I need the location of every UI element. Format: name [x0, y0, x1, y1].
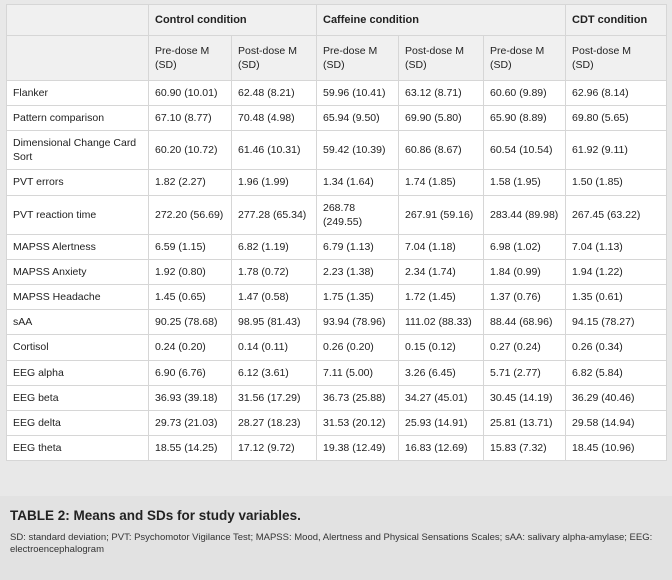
table-caption	[0, 496, 672, 580]
table-cell: 61.92 (9.11)	[566, 131, 667, 170]
table-cell: 94.15 (78.27)	[566, 310, 667, 335]
row-label: EEG delta	[7, 410, 149, 435]
table-row	[7, 81, 667, 106]
table-cell: 1.94 (1.22)	[566, 259, 667, 284]
row-label: Cortisol	[7, 335, 149, 360]
table-cell: 267.45 (63.22)	[566, 195, 667, 234]
table-cell: 65.90 (8.89)	[484, 106, 566, 131]
sub-header-line: (SD)	[405, 59, 427, 71]
row-label: MAPSS Headache	[7, 284, 149, 309]
table-cell: 19.38 (12.49)	[317, 436, 399, 461]
row-label: MAPSS Alertness	[7, 234, 149, 259]
table-cell: 36.73 (25.88)	[317, 385, 399, 410]
table-cell: 1.37 (0.76)	[484, 284, 566, 309]
table-cell: 283.44 (89.98)	[484, 195, 566, 234]
row-label: PVT reaction time	[7, 195, 149, 234]
table-cell: 61.46 (10.31)	[232, 131, 317, 170]
sub-header-row	[7, 36, 667, 81]
table-cell: 60.60 (9.89)	[484, 81, 566, 106]
table-body	[7, 81, 667, 461]
table-cell: 1.47 (0.58)	[232, 284, 317, 309]
sub-header-col-6	[566, 36, 667, 81]
table-cell: 93.94 (78.96)	[317, 310, 399, 335]
table-cell: 25.93 (14.91)	[399, 410, 484, 435]
table-cell: 6.82 (1.19)	[232, 234, 317, 259]
table-cell: 25.81 (13.71)	[484, 410, 566, 435]
table-row	[7, 436, 667, 461]
table-cell: 111.02 (88.33)	[399, 310, 484, 335]
table-row	[7, 385, 667, 410]
sub-header-line: (SD)	[155, 59, 177, 71]
row-label: Flanker	[7, 81, 149, 106]
table-cell: 277.28 (65.34)	[232, 195, 317, 234]
table-cell: 62.96 (8.14)	[566, 81, 667, 106]
table-cell: 63.12 (8.71)	[399, 81, 484, 106]
sub-header-col-2	[232, 36, 317, 81]
table-cell: 6.12 (3.61)	[232, 360, 317, 385]
sub-header-line: (SD)	[238, 59, 260, 71]
table-cell: 15.83 (7.32)	[484, 436, 566, 461]
table-cell: 17.12 (9.72)	[232, 436, 317, 461]
table-cell: 6.90 (6.76)	[149, 360, 232, 385]
table-cell: 36.93 (39.18)	[149, 385, 232, 410]
group-header-cdt: CDT condition	[566, 5, 667, 36]
table-cell: 0.26 (0.20)	[317, 335, 399, 360]
table-row	[7, 195, 667, 234]
table-cell: 7.11 (5.00)	[317, 360, 399, 385]
table-cell: 1.96 (1.99)	[232, 170, 317, 195]
table-cell: 6.98 (1.02)	[484, 234, 566, 259]
sub-header-line: (SD)	[323, 59, 345, 71]
table-cell: 7.04 (1.13)	[566, 234, 667, 259]
table-cell: 1.74 (1.85)	[399, 170, 484, 195]
table-cell: 16.83 (12.69)	[399, 436, 484, 461]
row-label: sAA	[7, 310, 149, 335]
row-label: EEG theta	[7, 436, 149, 461]
table-cell: 31.56 (17.29)	[232, 385, 317, 410]
table-cell: 1.84 (0.99)	[484, 259, 566, 284]
row-label: PVT errors	[7, 170, 149, 195]
table-cell: 0.26 (0.34)	[566, 335, 667, 360]
group-header-empty	[7, 5, 149, 36]
sub-header-line: Post-dose M	[572, 45, 631, 57]
table-cell: 6.79 (1.13)	[317, 234, 399, 259]
table-cell: 1.92 (0.80)	[149, 259, 232, 284]
group-header-caffeine: Caffeine condition	[317, 5, 566, 36]
table-row	[7, 335, 667, 360]
sub-header-col-5	[484, 36, 566, 81]
table-row	[7, 310, 667, 335]
table-cell: 2.34 (1.74)	[399, 259, 484, 284]
row-label: Pattern comparison	[7, 106, 149, 131]
table-cell: 60.20 (10.72)	[149, 131, 232, 170]
table-cell: 6.59 (1.15)	[149, 234, 232, 259]
table-cell: 34.27 (45.01)	[399, 385, 484, 410]
table-cell: 267.91 (59.16)	[399, 195, 484, 234]
table-row	[7, 284, 667, 309]
table-cell: 272.20 (56.69)	[149, 195, 232, 234]
table-cell: 90.25 (78.68)	[149, 310, 232, 335]
table-cell: 60.90 (10.01)	[149, 81, 232, 106]
sub-header-line: (SD)	[490, 59, 512, 71]
table-cell: 1.72 (1.45)	[399, 284, 484, 309]
table-row	[7, 360, 667, 385]
table-row	[7, 106, 667, 131]
sub-header-line: Post-dose M	[238, 45, 297, 57]
row-label: EEG beta	[7, 385, 149, 410]
table-row	[7, 170, 667, 195]
table-cell: 2.23 (1.38)	[317, 259, 399, 284]
sub-header-line: Pre-dose M	[490, 45, 545, 57]
table-cell: 1.50 (1.85)	[566, 170, 667, 195]
table-cell: 29.73 (21.03)	[149, 410, 232, 435]
sub-header-line: Post-dose M	[405, 45, 464, 57]
table-cell: 18.45 (10.96)	[566, 436, 667, 461]
table-cell: 6.82 (5.84)	[566, 360, 667, 385]
table-cell: 18.55 (14.25)	[149, 436, 232, 461]
table-cell: 36.29 (40.46)	[566, 385, 667, 410]
sub-header-col-1	[149, 36, 232, 81]
caption-title: TABLE 2: Means and SDs for study variables.	[10, 508, 301, 523]
table-cell: 5.71 (2.77)	[484, 360, 566, 385]
table-cell: 60.86 (8.67)	[399, 131, 484, 170]
table-cell: 1.78 (0.72)	[232, 259, 317, 284]
table-cell: 1.58 (1.95)	[484, 170, 566, 195]
table-row	[7, 234, 667, 259]
table-cell: 1.75 (1.35)	[317, 284, 399, 309]
table-cell: 69.80 (5.65)	[566, 106, 667, 131]
table-cell: 59.96 (10.41)	[317, 81, 399, 106]
table-cell: 29.58 (14.94)	[566, 410, 667, 435]
table-cell: 70.48 (4.98)	[232, 106, 317, 131]
table-cell: 268.78 (249.55)	[317, 195, 399, 234]
table-cell: 28.27 (18.23)	[232, 410, 317, 435]
group-header-control: Control condition	[149, 5, 317, 36]
table-cell: 1.35 (0.61)	[566, 284, 667, 309]
table-cell: 0.14 (0.11)	[232, 335, 317, 360]
table-cell: 31.53 (20.12)	[317, 410, 399, 435]
table-cell: 0.24 (0.20)	[149, 335, 232, 360]
table-cell: 7.04 (1.18)	[399, 234, 484, 259]
means-sds-table	[6, 4, 667, 461]
sub-header-line: Pre-dose M	[155, 45, 210, 57]
sub-header-empty	[7, 36, 149, 81]
table-row	[7, 259, 667, 284]
table-cell: 1.82 (2.27)	[149, 170, 232, 195]
table-cell: 1.34 (1.64)	[317, 170, 399, 195]
row-label: Dimensional Change Card Sort	[7, 131, 149, 170]
caption-note: SD: standard deviation; PVT: Psychomotor Vigilance Test; MAPSS: Mood, Alertness and Physical Sensations Scales; sAA: salivary alpha-amylase; EEG: electroencephalogram	[10, 532, 653, 555]
table-cell: 30.45 (14.19)	[484, 385, 566, 410]
data-table-container	[6, 4, 666, 461]
table-cell: 98.95 (81.43)	[232, 310, 317, 335]
table-cell: 59.42 (10.39)	[317, 131, 399, 170]
table-row	[7, 131, 667, 170]
group-header-row	[7, 5, 667, 36]
table-cell: 65.94 (9.50)	[317, 106, 399, 131]
table-row	[7, 410, 667, 435]
table-cell: 67.10 (8.77)	[149, 106, 232, 131]
sub-header-line: Pre-dose M	[323, 45, 378, 57]
table-cell: 88.44 (68.96)	[484, 310, 566, 335]
table-cell: 69.90 (5.80)	[399, 106, 484, 131]
table-cell: 0.15 (0.12)	[399, 335, 484, 360]
table-cell: 1.45 (0.65)	[149, 284, 232, 309]
row-label: EEG alpha	[7, 360, 149, 385]
sub-header-col-4	[399, 36, 484, 81]
sub-header-line: (SD)	[572, 59, 594, 71]
table-cell: 3.26 (6.45)	[399, 360, 484, 385]
table-cell: 0.27 (0.24)	[484, 335, 566, 360]
sub-header-col-3	[317, 36, 399, 81]
row-label: MAPSS Anxiety	[7, 259, 149, 284]
table-cell: 60.54 (10.54)	[484, 131, 566, 170]
table-cell: 62.48 (8.21)	[232, 81, 317, 106]
